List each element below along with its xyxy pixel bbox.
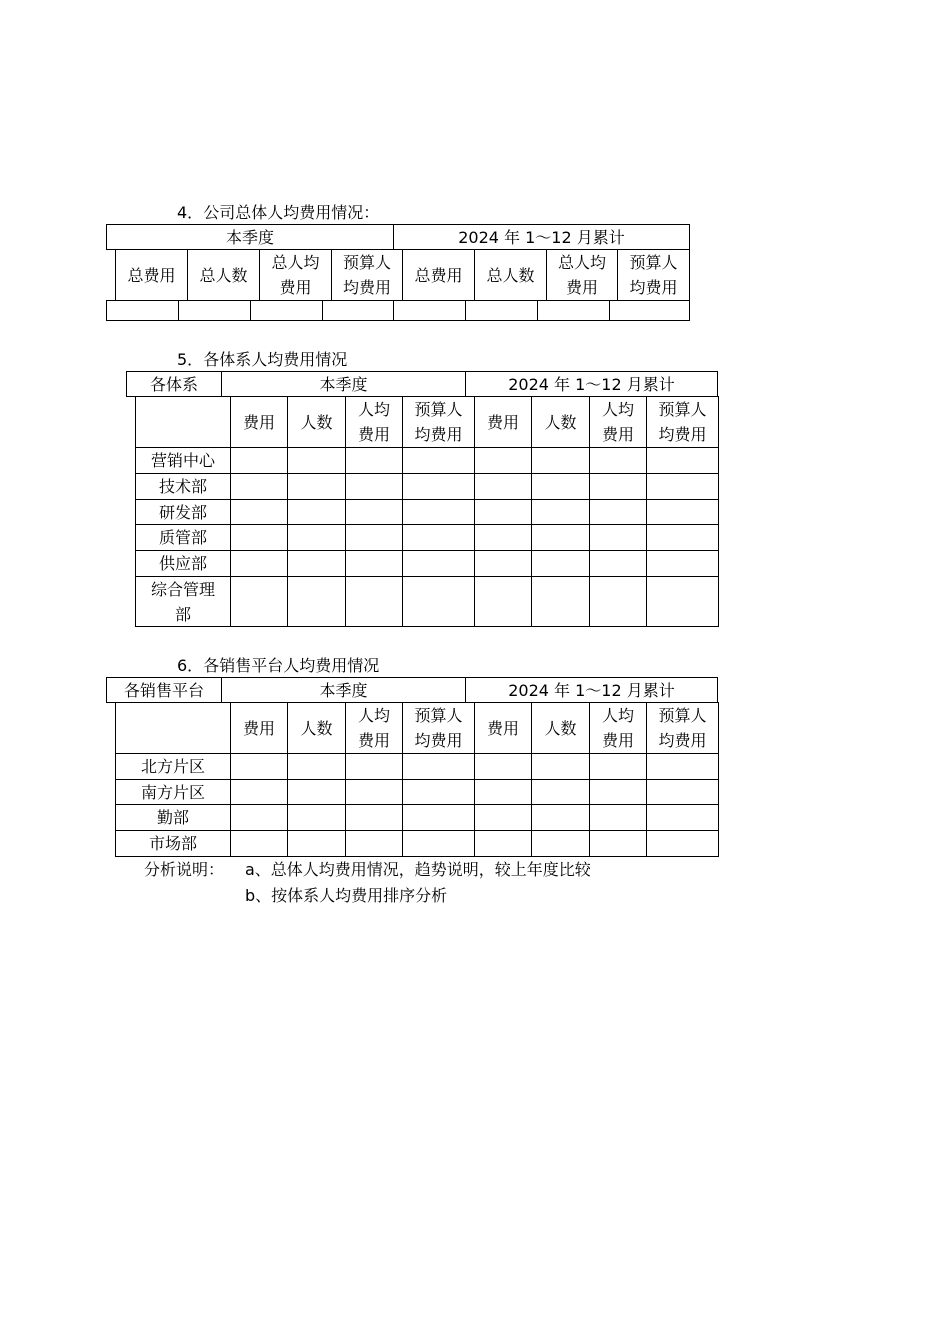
section5-data-cell xyxy=(402,576,475,627)
section4-group-quarter: 本季度 xyxy=(106,224,394,250)
section6-heading xyxy=(177,656,379,676)
section6-column-header: 费用 xyxy=(474,702,532,754)
section5-heading-number: 5． xyxy=(177,350,204,369)
section6-data-cell xyxy=(287,830,346,857)
section5-data-cell xyxy=(287,550,346,577)
section6-data-cell xyxy=(531,830,590,857)
section5-data-cell xyxy=(589,550,647,577)
section5-row-label: 供应部 xyxy=(135,550,231,577)
section6-data-cell xyxy=(402,753,475,780)
section6-data-cell xyxy=(287,804,346,831)
section5-data-cell xyxy=(589,447,647,474)
section6-data-cell xyxy=(345,753,403,780)
section4-data-cell xyxy=(178,300,251,321)
section6-data-cell xyxy=(531,804,590,831)
section4-column-header: 总费用 xyxy=(115,249,188,301)
section6-column-header: 预算人 均费用 xyxy=(646,702,719,754)
section5-heading xyxy=(177,350,347,370)
section6-data-cell xyxy=(402,830,475,857)
section6-group-year: 2024 年 1～12 月累计 xyxy=(465,677,718,703)
section6-data-cell xyxy=(287,779,346,806)
section5-data-cell xyxy=(531,550,590,577)
section5-group-year: 2024 年 1～12 月累计 xyxy=(465,371,718,397)
section5-data-cell xyxy=(474,473,532,500)
section5-data-cell xyxy=(287,499,346,525)
section5-column-header: 人均 费用 xyxy=(589,396,647,448)
section4-column-header: 预算人 均费用 xyxy=(331,249,403,301)
section5-row-header: 各体系 xyxy=(126,371,222,397)
section5-data-cell xyxy=(345,550,403,577)
section6-data-cell xyxy=(402,804,475,831)
section6-data-cell xyxy=(474,830,532,857)
section5-row-label: 研发部 xyxy=(135,499,231,525)
section4-column-header: 预算人 均费用 xyxy=(617,249,690,301)
section6-row-header: 各销售平台 xyxy=(106,677,222,703)
section4-group-year: 2024 年 1～12 月累计 xyxy=(393,224,690,250)
section6-group-quarter: 本季度 xyxy=(221,677,466,703)
section5-data-cell xyxy=(531,499,590,525)
section5-data-cell xyxy=(531,576,590,627)
section6-row-label: 市场部 xyxy=(115,830,231,857)
section6-data-cell xyxy=(531,753,590,780)
section6-data-cell xyxy=(287,753,346,780)
section4-data-cell xyxy=(465,300,538,321)
section5-data-cell xyxy=(230,473,288,500)
section5-data-cell xyxy=(287,447,346,474)
section5-column-header: 人均 费用 xyxy=(345,396,403,448)
section6-data-cell xyxy=(531,779,590,806)
section4-column-header: 总人数 xyxy=(474,249,547,301)
section5-data-cell xyxy=(345,499,403,525)
section6-column-header: 人数 xyxy=(287,702,346,754)
section4-column-header: 总人均 费用 xyxy=(546,249,618,301)
section5-data-cell xyxy=(474,524,532,551)
section5-data-cell xyxy=(345,576,403,627)
section5-data-cell xyxy=(402,499,475,525)
section5-row-label: 综合管理 部 xyxy=(135,576,231,627)
section5-data-cell xyxy=(646,447,719,474)
section6-data-cell xyxy=(646,779,719,806)
section6-data-cell xyxy=(230,830,288,857)
section6-column-header: 人均 费用 xyxy=(345,702,403,754)
section5-data-cell xyxy=(531,473,590,500)
section5-data-cell xyxy=(402,473,475,500)
section6-data-cell xyxy=(474,753,532,780)
section5-data-cell xyxy=(646,576,719,627)
section5-data-cell xyxy=(230,447,288,474)
section6-data-cell xyxy=(646,830,719,857)
section5-column-header: 预算人 均费用 xyxy=(646,396,719,448)
section6-data-cell xyxy=(345,779,403,806)
section5-data-cell xyxy=(402,447,475,474)
section5-data-cell xyxy=(474,550,532,577)
section5-row-label: 技术部 xyxy=(135,473,231,500)
notes-label: 分析说明： xyxy=(144,860,225,879)
section4-heading xyxy=(177,203,379,223)
section5-heading-text: 各体系人均费用情况 xyxy=(203,350,348,369)
section4-column-header: 总费用 xyxy=(402,249,475,301)
section4-data-cell xyxy=(393,300,466,321)
section6-row-label: 勤部 xyxy=(115,804,231,831)
section6-column-header: 费用 xyxy=(230,702,288,754)
section5-corner-cell xyxy=(135,396,231,448)
section5-column-header: 费用 xyxy=(474,396,532,448)
section5-data-cell xyxy=(230,550,288,577)
section5-data-cell xyxy=(531,524,590,551)
section6-column-header: 人均 费用 xyxy=(589,702,647,754)
section6-data-cell xyxy=(474,804,532,831)
section5-data-cell xyxy=(287,524,346,551)
section5-data-cell xyxy=(474,499,532,525)
section6-data-cell xyxy=(230,779,288,806)
section5-data-cell xyxy=(589,524,647,551)
section5-data-cell xyxy=(345,447,403,474)
section6-data-cell xyxy=(230,804,288,831)
section6-data-cell xyxy=(589,779,647,806)
section5-data-cell xyxy=(474,576,532,627)
section5-data-cell xyxy=(646,524,719,551)
section5-data-cell xyxy=(402,550,475,577)
section5-data-cell xyxy=(287,473,346,500)
section4-heading-number: 4． xyxy=(177,203,204,222)
section4-data-cell xyxy=(609,300,690,321)
section5-data-cell xyxy=(646,550,719,577)
section6-data-cell xyxy=(345,830,403,857)
section5-data-cell xyxy=(230,499,288,525)
section6-data-cell xyxy=(345,804,403,831)
section5-data-cell xyxy=(230,576,288,627)
section6-heading-number: 6． xyxy=(177,656,204,675)
section5-data-cell xyxy=(646,499,719,525)
section6-row-label: 北方片区 xyxy=(115,753,231,780)
section6-corner-cell xyxy=(115,702,231,754)
section5-column-header: 人数 xyxy=(531,396,590,448)
section5-data-cell xyxy=(287,576,346,627)
section6-data-cell xyxy=(474,779,532,806)
section5-data-cell xyxy=(474,447,532,474)
notes-item-b: b、按体系人均费用排序分析 xyxy=(245,886,448,905)
section4-data-cell xyxy=(250,300,323,321)
section5-data-cell xyxy=(589,499,647,525)
section4-column-header: 总人数 xyxy=(187,249,260,301)
section6-data-cell xyxy=(646,804,719,831)
section5-group-quarter: 本季度 xyxy=(221,371,466,397)
section4-data-cell xyxy=(106,300,179,321)
section6-heading-text: 各销售平台人均费用情况 xyxy=(203,656,380,675)
section5-data-cell xyxy=(230,524,288,551)
section4-data-cell xyxy=(537,300,610,321)
section5-data-cell xyxy=(646,473,719,500)
section5-data-cell xyxy=(345,524,403,551)
section6-data-cell xyxy=(589,804,647,831)
section5-column-header: 预算人 均费用 xyxy=(402,396,475,448)
section5-column-header: 人数 xyxy=(287,396,346,448)
section6-column-header: 人数 xyxy=(531,702,590,754)
section4-data-cell xyxy=(322,300,394,321)
section5-row-label: 营销中心 xyxy=(135,447,231,474)
section5-column-header: 费用 xyxy=(230,396,288,448)
section6-data-cell xyxy=(402,779,475,806)
section6-data-cell xyxy=(589,830,647,857)
section6-row-label: 南方片区 xyxy=(115,779,231,806)
section6-data-cell xyxy=(646,753,719,780)
section5-data-cell xyxy=(402,524,475,551)
section4-column-header: 总人均 费用 xyxy=(259,249,332,301)
section4-heading-text: 公司总体人均费用情况： xyxy=(203,203,380,222)
section6-column-header: 预算人 均费用 xyxy=(402,702,475,754)
section6-data-cell xyxy=(230,753,288,780)
section5-row-label: 质管部 xyxy=(135,524,231,551)
section5-data-cell xyxy=(589,473,647,500)
section5-data-cell xyxy=(589,576,647,627)
section5-data-cell xyxy=(531,447,590,474)
section5-data-cell xyxy=(345,473,403,500)
section6-data-cell xyxy=(589,753,647,780)
notes-item-a: a、总体人均费用情况，趋势说明，较上年度比较 xyxy=(245,860,591,879)
